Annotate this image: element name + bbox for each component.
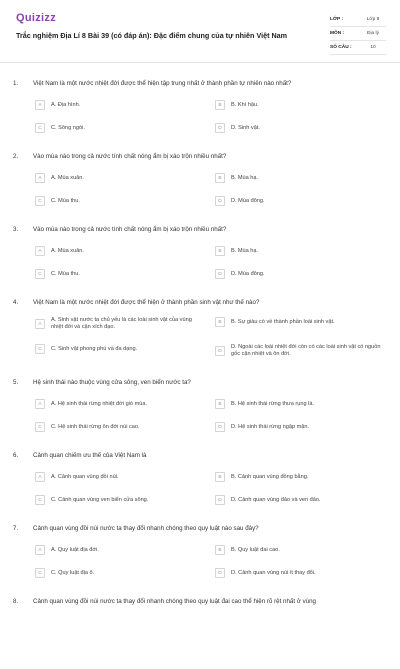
option-text: C. Hệ sinh thái rừng ôn đới núi cao.	[51, 423, 140, 430]
option-b[interactable]	[215, 317, 387, 327]
meta-value: Địa lý	[367, 31, 379, 36]
option-letter-box: C	[35, 344, 45, 354]
question-text: Vào mùa nào trong cả nước tính chất nóng ẩm bị xáo trộn nhiều nhất?	[33, 153, 227, 160]
option-text: A. Mùa xuân.	[51, 247, 84, 254]
option-a[interactable]	[35, 472, 205, 482]
question-number: 8.	[13, 598, 19, 605]
question-number: 7.	[13, 525, 19, 532]
option-text: D. Ngoài các loài nhiệt đới còn có các loài sinh vật có nguồn gốc cận nhiệt và ôn đới.	[231, 344, 381, 357]
option-b[interactable]	[215, 399, 387, 409]
question-7	[0, 523, 400, 596]
option-letter-box: B	[215, 472, 225, 482]
option-letter-box: A	[35, 545, 45, 555]
option-text: B. Quy luật đai cao.	[231, 546, 280, 553]
option-text: B. Cảnh quan vùng đồng bằng.	[231, 473, 309, 480]
option-text: D. Mùa đông.	[231, 270, 265, 277]
option-letter-box: A	[35, 399, 45, 409]
option-c[interactable]	[35, 196, 205, 206]
option-letter-box: C	[35, 269, 45, 279]
option-letter-box: D	[215, 346, 225, 356]
option-text: D. Sinh vật.	[231, 124, 260, 131]
option-c[interactable]	[35, 422, 205, 432]
option-c[interactable]	[35, 269, 205, 279]
option-a[interactable]	[35, 317, 205, 331]
question-6	[0, 450, 400, 523]
option-a[interactable]	[35, 246, 205, 256]
question-1	[0, 78, 400, 151]
question-3	[0, 224, 400, 297]
option-letter-box: C	[35, 123, 45, 133]
option-letter-box: D	[215, 422, 225, 432]
meta-label: SỐ CÂU :	[330, 45, 352, 50]
option-text: D. Cảnh quan vùng đảo và ven đảo.	[231, 496, 321, 503]
option-b[interactable]	[215, 472, 387, 482]
option-a[interactable]	[35, 545, 205, 555]
option-b[interactable]	[215, 246, 387, 256]
option-d[interactable]	[215, 123, 387, 133]
option-text: A. Hệ sinh thái rừng nhiệt đới gió mùa.	[51, 400, 148, 407]
question-5	[0, 377, 400, 450]
option-letter-box: D	[215, 568, 225, 578]
option-letter-box: A	[35, 100, 45, 110]
option-c[interactable]	[35, 495, 205, 505]
option-text: B. Hệ sinh thái rừng thưa rụng lá.	[231, 400, 315, 407]
option-letter-box: B	[215, 545, 225, 555]
quizizz-logo: Quizizz	[16, 12, 56, 24]
option-letter-box: D	[215, 269, 225, 279]
option-text: C. Sông ngòi.	[51, 124, 85, 131]
option-letter-box: A	[35, 472, 45, 482]
option-text: C. Sinh vật phong phú và đa dạng.	[51, 345, 138, 352]
option-text: C. Quy luật địa ô.	[51, 569, 95, 576]
option-text: D. Hệ sinh thái rừng ngập mặn.	[231, 423, 310, 430]
question-text: Vào mùa nào trong cả nước tính chất nóng ẩm bị xáo trộn nhiều nhất?	[33, 226, 227, 233]
option-d[interactable]	[215, 269, 387, 279]
question-number: 1.	[13, 80, 19, 87]
option-d[interactable]	[215, 495, 387, 505]
option-text: A. Cảnh quan vùng đồi núi.	[51, 473, 119, 480]
question-number: 4.	[13, 299, 19, 306]
meta-label: MÔN :	[330, 31, 345, 36]
question-text: Cảnh quan vùng đồi núi nước ta thay đổi nhanh chóng theo quy luật đai cao thể hiện rõ rệt nhất ở vùng	[33, 598, 316, 605]
question-2	[0, 151, 400, 224]
option-text: A. Địa hình.	[51, 101, 81, 108]
option-text: C. Mùa thu.	[51, 270, 80, 277]
meta-value: 10	[370, 45, 376, 50]
option-text: D. Mùa đông.	[231, 197, 265, 204]
option-d[interactable]	[215, 568, 387, 578]
option-letter-box: B	[215, 399, 225, 409]
worksheet-header	[0, 0, 400, 63]
question-4	[0, 297, 400, 377]
option-text: C. Mùa thu.	[51, 197, 80, 204]
meta-label: LỚP :	[330, 17, 344, 22]
option-letter-box: C	[35, 196, 45, 206]
option-b[interactable]	[215, 100, 387, 110]
question-number: 6.	[13, 452, 19, 459]
option-text: A. Mùa xuân.	[51, 174, 84, 181]
question-list	[0, 78, 400, 669]
option-c[interactable]	[35, 123, 205, 133]
option-d[interactable]	[215, 422, 387, 432]
option-text: C. Cảnh quan vùng ven biển cửa sông.	[51, 496, 149, 503]
worksheet-title: Trắc nghiệm Địa Lí 8 Bài 39 (có đáp án): Đặc điểm chung của tự nhiên Việt Nam	[16, 31, 288, 40]
option-letter-box: B	[215, 173, 225, 183]
option-text: D. Cảnh quan vùng núi ít thay đổi.	[231, 569, 316, 576]
option-d[interactable]	[215, 196, 387, 206]
option-letter-box: A	[35, 319, 45, 329]
meta-row-class	[330, 13, 386, 27]
option-b[interactable]	[215, 545, 387, 555]
option-text: B. Mùa hạ.	[231, 247, 259, 254]
question-text: Việt Nam là một nước nhiệt đới được thể hiện tập trung nhất ở thành phần tự nhiên nào nhất?	[33, 80, 292, 87]
question-text: Cảnh quan vùng đồi núi nước ta thay đổi nhanh chóng theo quy luật nào sau đây?	[33, 525, 259, 532]
meta-row-count	[330, 41, 386, 55]
option-letter-box: B	[215, 100, 225, 110]
option-c[interactable]	[35, 344, 205, 354]
question-text: Cảnh quan chiếm ưu thế của Việt Nam là	[33, 452, 147, 459]
meta-value: Lớp 8	[366, 17, 380, 22]
question-text: Việt Nam là một nước nhiệt đới được thể hiện ở thành phần sinh vật như thế nào?	[33, 299, 260, 306]
option-letter-box: C	[35, 495, 45, 505]
option-a[interactable]	[35, 399, 205, 409]
option-letter-box: D	[215, 123, 225, 133]
option-letter-box: B	[215, 317, 225, 327]
option-letter-box: A	[35, 246, 45, 256]
option-letter-box: A	[35, 173, 45, 183]
option-text: B. Sự giàu có về thành phần loài sinh vật.	[231, 318, 335, 325]
meta-row-subject	[330, 27, 386, 41]
option-a[interactable]	[35, 173, 205, 183]
option-text: A. Sinh vật nước ta chủ yếu là các loài sinh vật của vùng nhiệt đới và cận xích đạo.	[51, 317, 192, 330]
question-number: 2.	[13, 153, 19, 160]
option-letter-box: D	[215, 196, 225, 206]
option-letter-box: C	[35, 568, 45, 578]
option-text: A. Quy luật địa đới.	[51, 546, 99, 553]
option-a[interactable]	[35, 100, 205, 110]
option-text: B. Khí hậu.	[231, 101, 259, 108]
question-text: Hệ sinh thái nào thuộc vùng cửa sông, ven biển nước ta?	[33, 379, 191, 386]
question-8	[0, 596, 400, 669]
option-letter-box: B	[215, 246, 225, 256]
option-letter-box: D	[215, 495, 225, 505]
option-d[interactable]	[215, 344, 387, 358]
option-letter-box: C	[35, 422, 45, 432]
worksheet-meta	[330, 13, 386, 55]
question-number: 5.	[13, 379, 19, 386]
question-number: 3.	[13, 226, 19, 233]
option-b[interactable]	[215, 173, 387, 183]
option-c[interactable]	[35, 568, 205, 578]
option-text: B. Mùa hạ.	[231, 174, 259, 181]
